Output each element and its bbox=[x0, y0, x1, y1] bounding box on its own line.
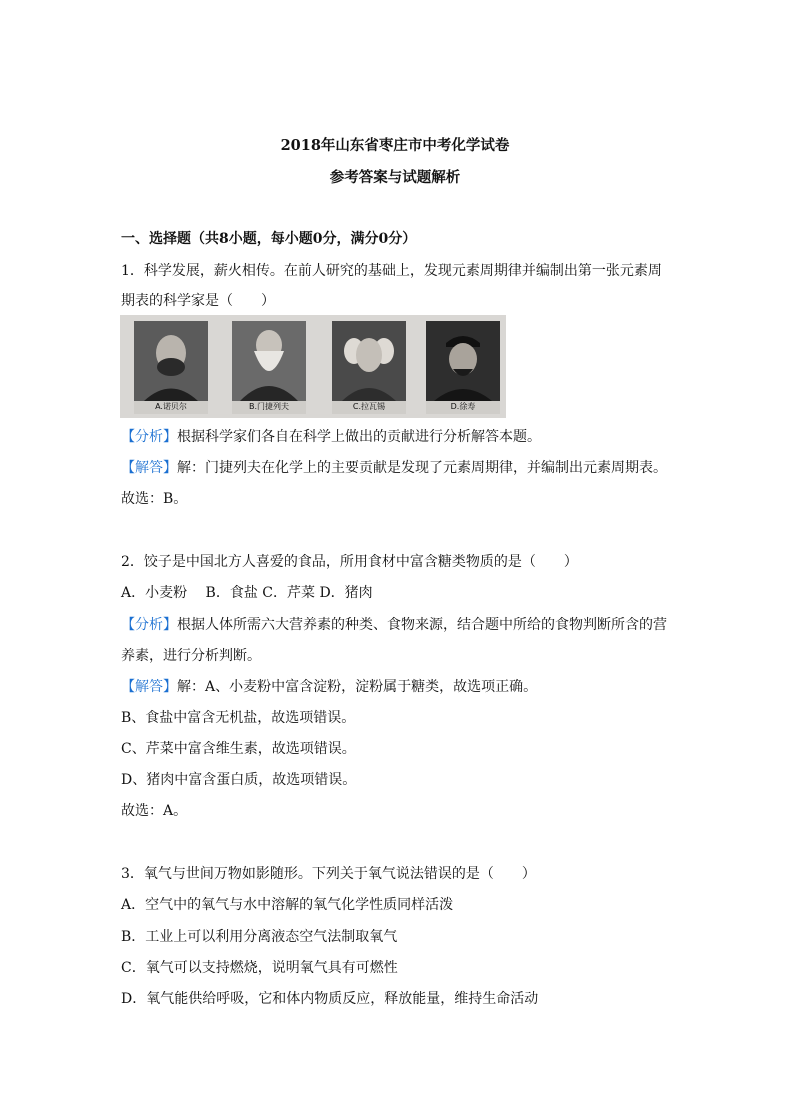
q2-answer-text: 解：A、小麦粉中富含淀粉，淀粉属于糖类，故选项正确。 bbox=[177, 679, 538, 695]
q2-stem: 2．饺子是中国北方人喜爱的食品，所用食材中富含糖类物质的是（ ） bbox=[121, 554, 578, 570]
q1-answer-tag: 【解答】 bbox=[121, 460, 177, 476]
q3-option-b: B．工业上可以利用分离液态空气法制取氧气 bbox=[121, 929, 398, 945]
portrait-c-caption: C.拉瓦锡 bbox=[352, 402, 386, 411]
portrait-a bbox=[134, 321, 208, 414]
q1-stem-line2: 期表的科学家是（ ） bbox=[121, 293, 275, 309]
portrait-d bbox=[426, 321, 500, 414]
q1-answer-text: 解：门捷列夫在化学上的主要贡献是发现了元素周期律，并编制出元素周期表。 bbox=[177, 460, 667, 476]
q3-stem: 3．氧气与世间万物如影随形。下列关于氧气说法错误的是（ ） bbox=[121, 866, 536, 882]
section-heading: 一、选择题（共8小题，每小题0分，满分0分） bbox=[121, 231, 417, 247]
q1-analysis-text: 根据科学家们各自在科学上做出的贡献进行分析解答本题。 bbox=[177, 429, 541, 445]
q1-choice: 故选：B。 bbox=[121, 491, 188, 507]
q3-option-d: D．氧气能供给呼吸，它和体内物质反应，释放能量，维持生命活动 bbox=[121, 991, 539, 1007]
portrait-a-caption: A.诺贝尔 bbox=[155, 402, 187, 411]
page-title: 2018年山东省枣庄市中考化学试卷 bbox=[280, 137, 510, 154]
q1-stem-line1: 1．科学发展，薪火相传。在前人研究的基础上，发现元素周期律并编制出第一张元素周 bbox=[121, 263, 662, 279]
q2-options: A．小麦粉 B．食盐 C．芹菜 D．猪肉 bbox=[121, 585, 373, 601]
q3-option-c: C．氧气可以支持燃烧，说明氧气具有可燃性 bbox=[121, 960, 398, 976]
q2-answer-tag: 【解答】 bbox=[121, 679, 177, 695]
q1-analysis-tag: 【分析】 bbox=[121, 429, 177, 445]
q2-analysis-line2: 养素，进行分析判断。 bbox=[121, 648, 261, 664]
portrait-d-caption: D.徐寿 bbox=[450, 402, 476, 411]
portrait-b-caption: B.门捷列夫 bbox=[248, 402, 290, 411]
q2-analysis-text: 根据人体所需六大营养素的种类、食物来源，结合题中所给的食物判断所含的营 bbox=[177, 617, 667, 633]
q2-analysis bbox=[121, 614, 667, 634]
q2-answer bbox=[121, 676, 537, 696]
portrait-c bbox=[332, 321, 406, 414]
portrait-b bbox=[232, 321, 306, 414]
q2-choice: 故选：A。 bbox=[121, 803, 188, 819]
q1-answer bbox=[121, 457, 667, 477]
q2-explain-c: C、芹菜中富含维生素，故选项错误。 bbox=[121, 741, 356, 757]
q3-option-a: A．空气中的氧气与水中溶解的氧气化学性质同样活泼 bbox=[121, 897, 454, 913]
page-subtitle: 参考答案与试题解析 bbox=[329, 169, 461, 186]
q2-explain-d: D、猪肉中富含蛋白质，故选项错误。 bbox=[121, 772, 357, 788]
q1-analysis bbox=[121, 426, 541, 446]
scientist-portraits bbox=[120, 315, 506, 418]
q2-explain-b: B、食盐中富含无机盐，故选项错误。 bbox=[121, 710, 356, 726]
q2-analysis-tag: 【分析】 bbox=[121, 617, 177, 633]
